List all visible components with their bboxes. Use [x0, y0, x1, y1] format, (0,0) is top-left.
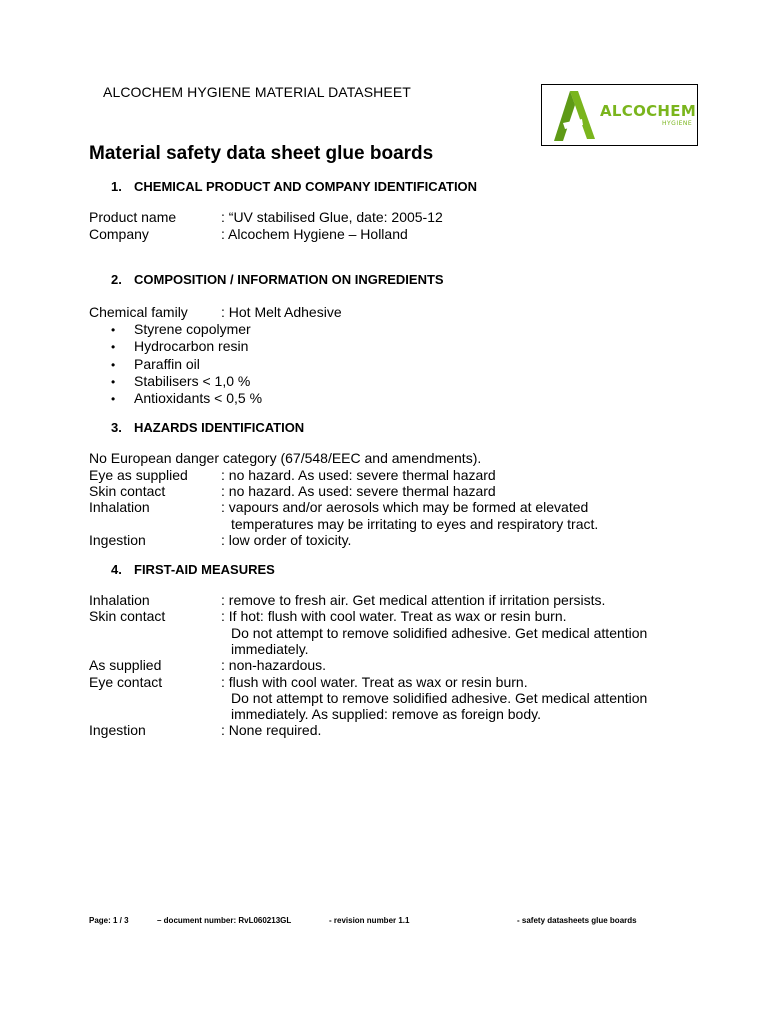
row-value: : Alcochem Hygiene – Holland — [221, 226, 408, 242]
row-value: : remove to fresh air. Get medical attention if irritation persists. — [221, 592, 606, 608]
row-value-continued: immediately. As supplied: remove as foreign body. — [231, 706, 541, 722]
row-value: : Hot Melt Adhesive — [221, 304, 342, 320]
list-item — [111, 390, 262, 407]
footer-revision: - revision number 1.1 — [329, 916, 410, 925]
row-label: Inhalation — [89, 499, 150, 515]
row-value: : If hot: flush with cool water. Treat as wax or resin burn. — [221, 608, 567, 624]
ingredient: Paraffin oil — [134, 355, 200, 372]
row-label: Skin contact — [89, 608, 166, 624]
list-item — [111, 373, 262, 390]
section-number: 1. — [111, 179, 122, 194]
ingredient: Antioxidants < 0,5 % — [134, 390, 263, 407]
row-label: Ingestion — [89, 532, 146, 548]
row-value: : None required. — [221, 722, 322, 738]
row-value-continued: immediately. — [231, 641, 309, 657]
row-value: : non-hazardous. — [221, 657, 327, 673]
intro-text: No European danger category (67/548/EEC and amendments). — [89, 450, 482, 466]
row-value: : no hazard. As used: severe thermal hazard — [221, 483, 496, 499]
row-value: : low order of toxicity. — [221, 532, 352, 548]
section-1-heading — [111, 179, 477, 194]
row-label: As supplied — [89, 657, 162, 673]
row-value: : flush with cool water. Treat as wax or resin burn. — [221, 674, 528, 690]
row-label: Skin contact — [89, 483, 166, 499]
logo-subtitle: HYGIENE — [662, 120, 693, 127]
bullet-icon: • — [111, 340, 116, 355]
row-value: : “UV stabilised Glue, date: 2005-12 — [221, 209, 443, 225]
list-item — [111, 356, 262, 373]
section-2-heading — [111, 272, 444, 287]
ingredient: Stabilisers < 1,0 % — [134, 372, 251, 389]
section-title: CHEMICAL PRODUCT AND COMPANY IDENTIFICATION — [134, 179, 478, 194]
row-label: Eye as supplied — [89, 467, 188, 483]
footer-subject: - safety datasheets glue boards — [517, 916, 637, 925]
section-title: HAZARDS IDENTIFICATION — [134, 420, 305, 435]
header-title: ALCOCHEM HYGIENE MATERIAL DATASHEET — [103, 84, 411, 100]
section-title: COMPOSITION / INFORMATION ON INGREDIENTS — [134, 272, 444, 287]
section-4-heading — [111, 562, 275, 577]
footer-page-number: Page: 1 / 3 — [89, 916, 129, 925]
logo-wordmark: ALCOCHEM — [600, 102, 697, 120]
row-label: Ingestion — [89, 722, 146, 738]
row-value-continued: Do not attempt to remove solidified adhesive. Get medical attention — [231, 625, 648, 641]
ingredient: Hydrocarbon resin — [134, 338, 249, 355]
alcochem-logo-icon — [549, 89, 599, 143]
company-logo — [541, 84, 698, 146]
row-value-continued: temperatures may be irritating to eyes and respiratory tract. — [231, 516, 599, 532]
row-value: : no hazard. As used: severe thermal hazard — [221, 467, 496, 483]
section-number: 4. — [111, 562, 122, 577]
section-3-heading — [111, 420, 304, 435]
bullet-icon: • — [111, 392, 116, 407]
bullet-icon: • — [111, 323, 116, 337]
ingredient-list — [111, 321, 262, 407]
row-label: Inhalation — [89, 592, 150, 608]
list-item — [111, 321, 262, 338]
bullet-icon: • — [111, 357, 116, 372]
ingredient: Styrene copolymer — [134, 321, 251, 337]
row-value: : vapours and/or aerosols which may be formed at elevated — [221, 499, 589, 515]
row-label: Eye contact — [89, 674, 163, 690]
list-item — [111, 338, 262, 355]
row-label: Chemical family — [89, 304, 188, 320]
section-number: 2. — [111, 272, 122, 287]
document-title: Material safety data sheet glue boards — [89, 143, 434, 164]
row-label: Company — [89, 226, 149, 242]
row-value-continued: Do not attempt to remove solidified adhesive. Get medical attention — [231, 690, 648, 706]
section-title: FIRST-AID MEASURES — [134, 562, 275, 577]
footer-document-number: – document number: RvL060213GL — [157, 916, 292, 925]
section-number: 3. — [111, 420, 122, 435]
bullet-icon: • — [111, 374, 116, 389]
row-label: Product name — [89, 209, 177, 225]
